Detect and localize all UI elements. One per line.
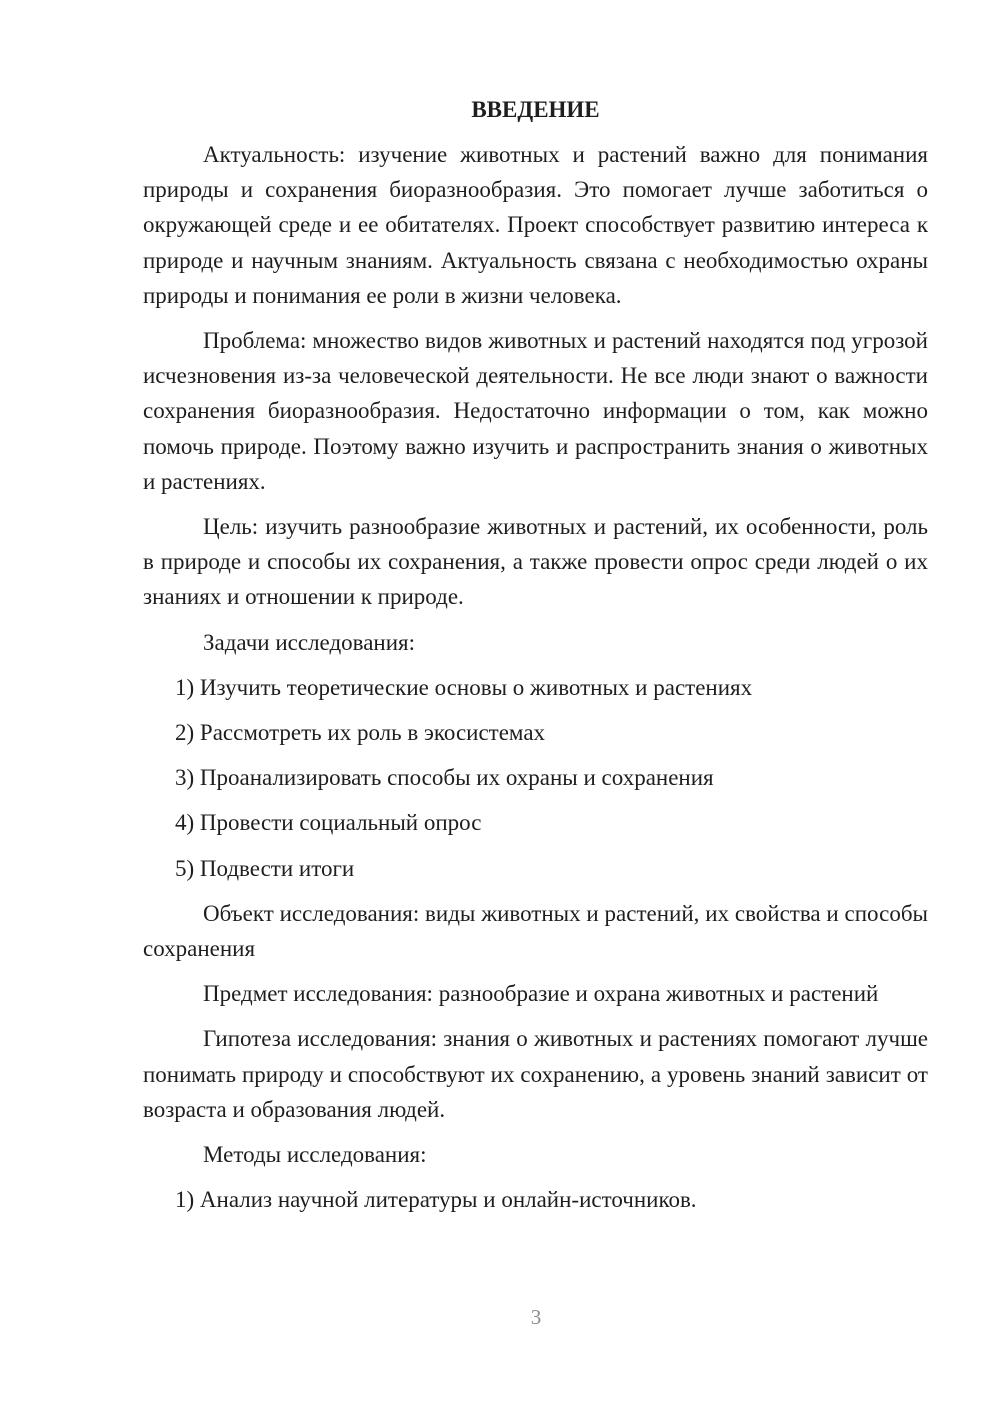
relevance-paragraph: Актуальность: изучение животных и растений важно для понимания природы и сохранения биоразнообразия. Это помогает лучше заботиться о окружающей среде и ее обитателях. Проект способствует развитию интереса к природе и научным знаниям. Актуальность связана с необходимостью охраны природы и понимания ее роли в жизни человека. xyxy=(143,142,928,308)
subject-paragraph: Предмет исследования: разнообразие и охрана животных и растений xyxy=(203,981,879,1007)
task-item-1: 1) Изучить теоретические основы о животных и растениях xyxy=(175,674,753,700)
hypothesis-paragraph: Гипотеза исследования: знания о животных и растениях помогают лучше понимать природу и способствуют их сохранению, а уровень знаний зависит от возраста и образования людей. xyxy=(143,1026,928,1122)
tasks-label: Задачи исследования: xyxy=(203,629,416,655)
methods-label: Методы исследования: xyxy=(203,1142,427,1168)
task-item-2: 2) Рассмотреть их роль в экосистемах xyxy=(175,720,546,746)
task-item-5: 5) Подвести итоги xyxy=(175,855,355,881)
method-item-1: 1) Анализ научной литературы и онлайн-источников. xyxy=(175,1187,697,1213)
task-item-3: 3) Проанализировать способы их охраны и сохранения xyxy=(175,765,714,791)
object-paragraph: Объект исследования: виды животных и растений, их свойства и способы сохранения xyxy=(143,900,928,962)
goal-paragraph: Цель: изучить разнообразие животных и растений, их особенности, роль в природе и способы их сохранения, а также провести опрос среди людей о их знаниях и отношении к природе. xyxy=(143,514,928,610)
task-item-4: 4) Провести социальный опрос xyxy=(175,810,482,836)
section-heading: ВВЕДЕНИЕ xyxy=(471,97,600,122)
page-number: 3 xyxy=(530,1305,542,1329)
problem-paragraph: Проблема: множество видов животных и растений находятся под угрозой исчезновения из-за человеческой деятельности. Не все люди знают о важности сохранения биоразнообразия. Недостаточно информации о том, как можно помочь природе. Поэтому важно изучить и распространить знания о животных и растениях. xyxy=(143,328,928,494)
document-page xyxy=(143,92,928,1227)
